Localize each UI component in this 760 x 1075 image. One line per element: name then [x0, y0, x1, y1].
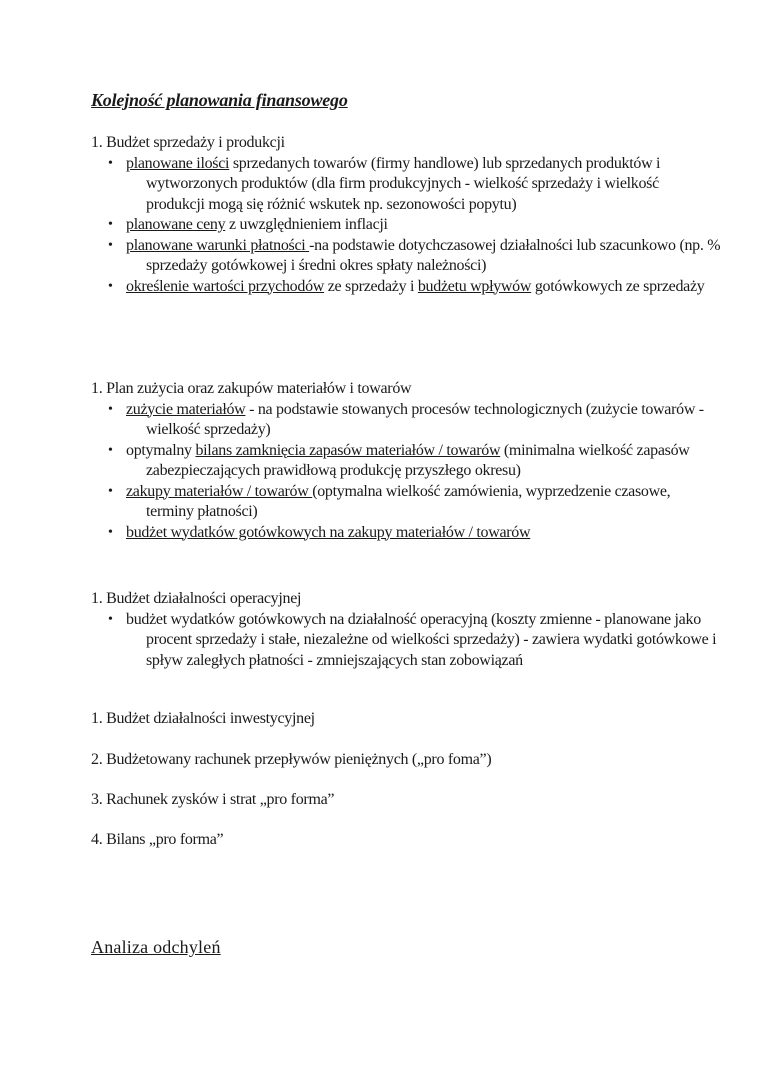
item-text: (minimalna wielkość zapasów zabezpieczających prawidłową produkcję przyszłego okresu) [146, 441, 690, 479]
item-text: (optymalna wielkość zamówienia, wyprzedzenie czasowe, terminy płatności) [146, 482, 671, 520]
item-text: sprzedanych towarów (firmy handlowe) lub sprzedanych produktów i wytworzonych produktów (dla firm produkcyjnych - wielkość sprzedaży i wielkość produkcji mogą się różnić wskutek np. sezonowości popytu) [146, 154, 661, 213]
underlined-term: budżet wydatków gotówkowych na zakupy materiałów / towarów [126, 523, 531, 541]
list-item [91, 441, 721, 482]
section-sales-budget [91, 133, 721, 297]
section-operating-budget [91, 589, 721, 671]
list-item [91, 236, 721, 277]
line-cash-flow: 2. Budżetowany rachunek przepływów pieniężnych („pro foma”) [91, 751, 492, 768]
item-text: - na podstawie stowanych procesów technologicznych (zużycie towarów - wielkość sprzedaży) [146, 400, 704, 438]
list-item [91, 400, 721, 441]
section-heading: 1. Budżet działalności operacyjnej [91, 590, 302, 607]
item-text: z uwzględnieniem inflacji [225, 216, 388, 233]
list-item [91, 523, 721, 544]
underlined-term: planowane warunki płatności [126, 236, 310, 254]
bullet-list [91, 610, 721, 672]
list-item [91, 277, 721, 298]
item-text: ze sprzedaży i [324, 277, 418, 295]
item-text: budżet wydatków gotówkowych na działalność operacyjną (koszty zmienne - planowane jako procent sprzedaży i stałe, niezależne od wielkości sprzedaży) - zawiera wydatki gotówkowe i spływ zaległych płatności - zmniejszających stan zobowiązań [126, 610, 717, 669]
page-title: Kolejność planowania finansowego [91, 90, 348, 110]
underlined-term: planowane ilości [126, 154, 230, 172]
section-materials-plan [91, 379, 721, 543]
section-heading: 1. Plan zużycia oraz zakupów materiałów i towarów [91, 380, 412, 397]
item-text: gotówkowych ze sprzedaży [531, 277, 705, 295]
list-item [91, 610, 721, 672]
underlined-term: zakupy materiałów / towarów [126, 482, 313, 500]
underlined-term: budżetu wpływów [417, 277, 532, 295]
list-item [91, 482, 721, 523]
underlined-term: określenie wartości przychodów [126, 277, 325, 295]
item-text: optymalny [126, 441, 196, 459]
bullet-list [91, 400, 721, 544]
underlined-term: planowane ceny [126, 216, 226, 233]
line-income-statement: 3. Rachunek zysków i strat „pro forma” [91, 791, 335, 808]
underlined-term: bilans zamknięcia zapasów materiałów / towarów [195, 441, 501, 459]
line-balance-sheet: 4. Bilans „pro forma” [91, 831, 224, 848]
bullet-list [91, 154, 721, 298]
list-item [91, 154, 721, 216]
item-text: -na podstawie dotychczasowej działalności lub szacunkowo (np. % sprzedaży gotówkowej i średni okres spłaty należności) [146, 236, 721, 274]
section-heading: 1. Budżet sprzedaży i produkcji [91, 134, 285, 151]
list-item [91, 215, 721, 236]
underlined-term: zużycie materiałów [126, 400, 246, 418]
analysis-heading: Analiza odchyleń [91, 937, 221, 957]
line-investment-budget: 1. Budżet działalności inwestycyjnej [91, 710, 315, 727]
